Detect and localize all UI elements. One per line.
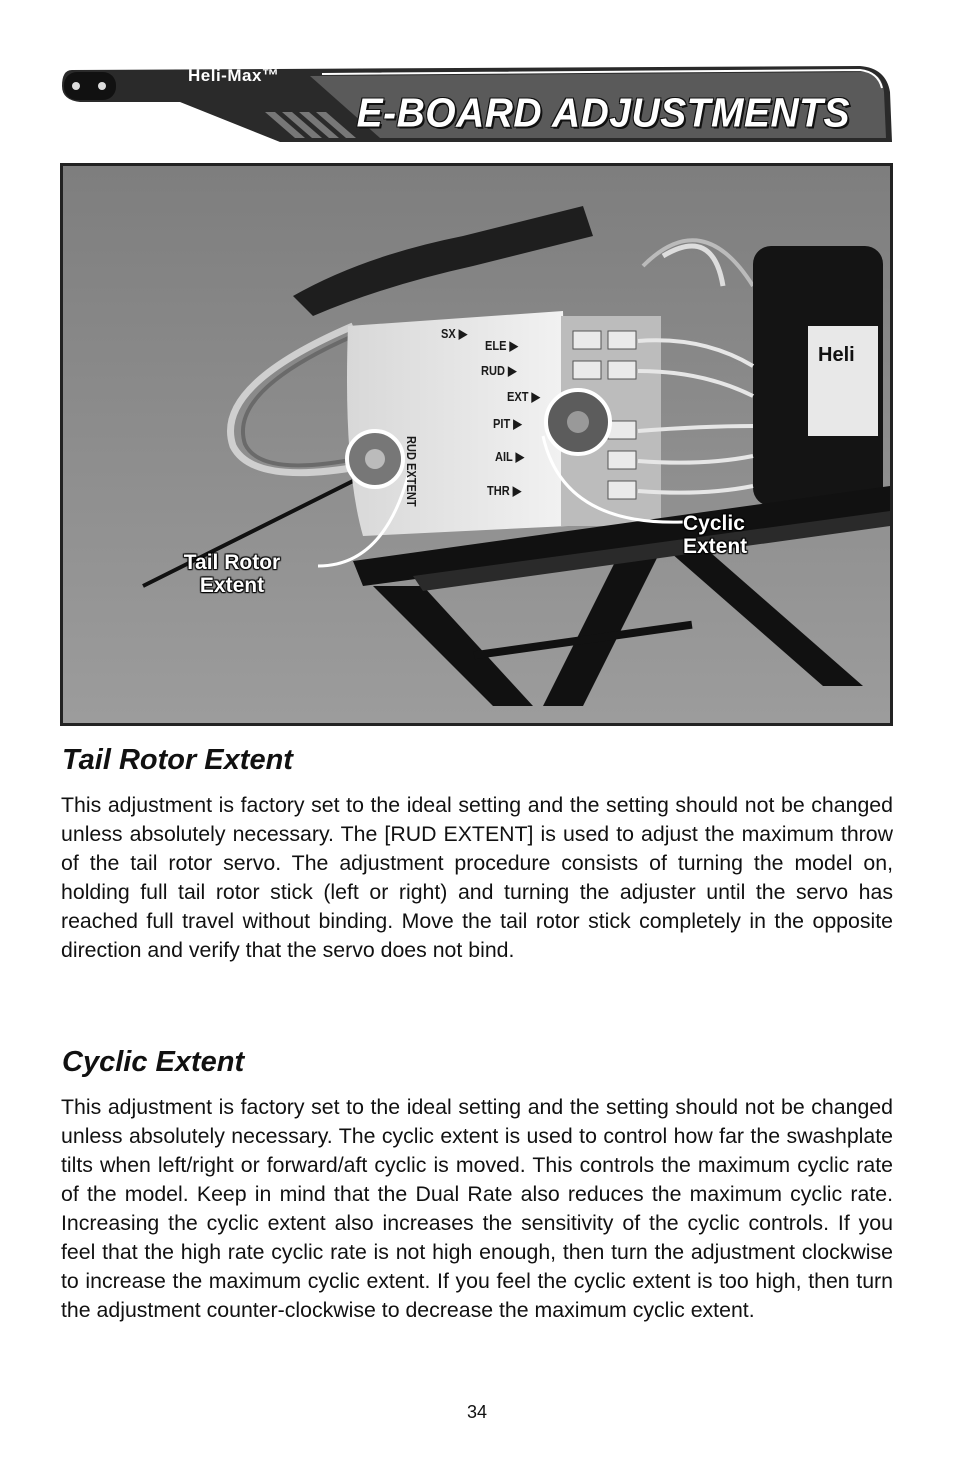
board-label-ail: AIL ▶ [495,449,525,464]
cyclic-extent-callout [683,512,773,558]
board-label-pit: PIT ▶ [493,416,522,431]
page-title: E-BOARD ADJUSTMENTS [356,90,850,137]
board-label-thr: THR ▶ [487,483,522,498]
brand-logo: Heli-Max™ [188,66,280,85]
page-number: 34 [466,1402,488,1422]
callout-line: Tail Rotor [183,551,281,574]
board-label-rud: RUD ▶ [481,363,517,378]
hub-bolt-icon [72,82,80,90]
callout-line: Cyclic [683,512,745,535]
svg-text:Heli: Heli [818,344,855,366]
board-label-rud-extent: RUD EXTENT [404,436,419,507]
e-board-illustration [63,166,890,723]
section-body-cyclic-extent: This adjustment is factory set to the ideal setting and the setting should not be changed unless absolutely necessary. The cyclic extent is used to control how far the swashplate tilts when left/right or forward/aft cyclic is moved. This controls the maximum cyclic rate of the model. Keep in mind that the Dual Rate also reduces the maximum cyclic rate. Increasing the cyclic extent also increases the sensitivity of the cyclic controls. If you feel that the high rate cyclic rate is not high enough, then turn the adjustment clockwise to increase the maximum cyclic extent. If you feel the cyclic extent is too high, then turn the adjustment counter-clockwise to decrease the maximum cyclic extent. [61,1095,893,1322]
section-title-tail-rotor-extent: Tail Rotor Extent [62,744,293,776]
tail-rotor-extent-callout [167,551,297,597]
callout-line: Extent [199,574,265,597]
board-label-ele: ELE ▶ [485,338,519,353]
section-body-tail-rotor-extent: This adjustment is factory set to the ideal setting and the setting should not be changed unless absolutely necessary. The [RUD EXTENT] is used to adjust the maximum throw of the tail rotor servo. The adjustment procedure consists of turning the model on, holding full tail rotor stick (left or right) and turning the adjuster until the servo has reached full travel without binding. Move the tail rotor stick completely in the opposite direction and verify that the servo does not bind. [61,793,893,962]
page-header [60,62,894,146]
callout-line: Extent [683,535,748,558]
e-board-photo [60,163,893,726]
hub-bolt-icon [98,82,106,90]
board-label-ext: EXT ▶ [507,389,541,404]
board-label-sx: SX ▶ [441,326,468,341]
section-title-cyclic-extent: Cyclic Extent [62,1046,245,1078]
